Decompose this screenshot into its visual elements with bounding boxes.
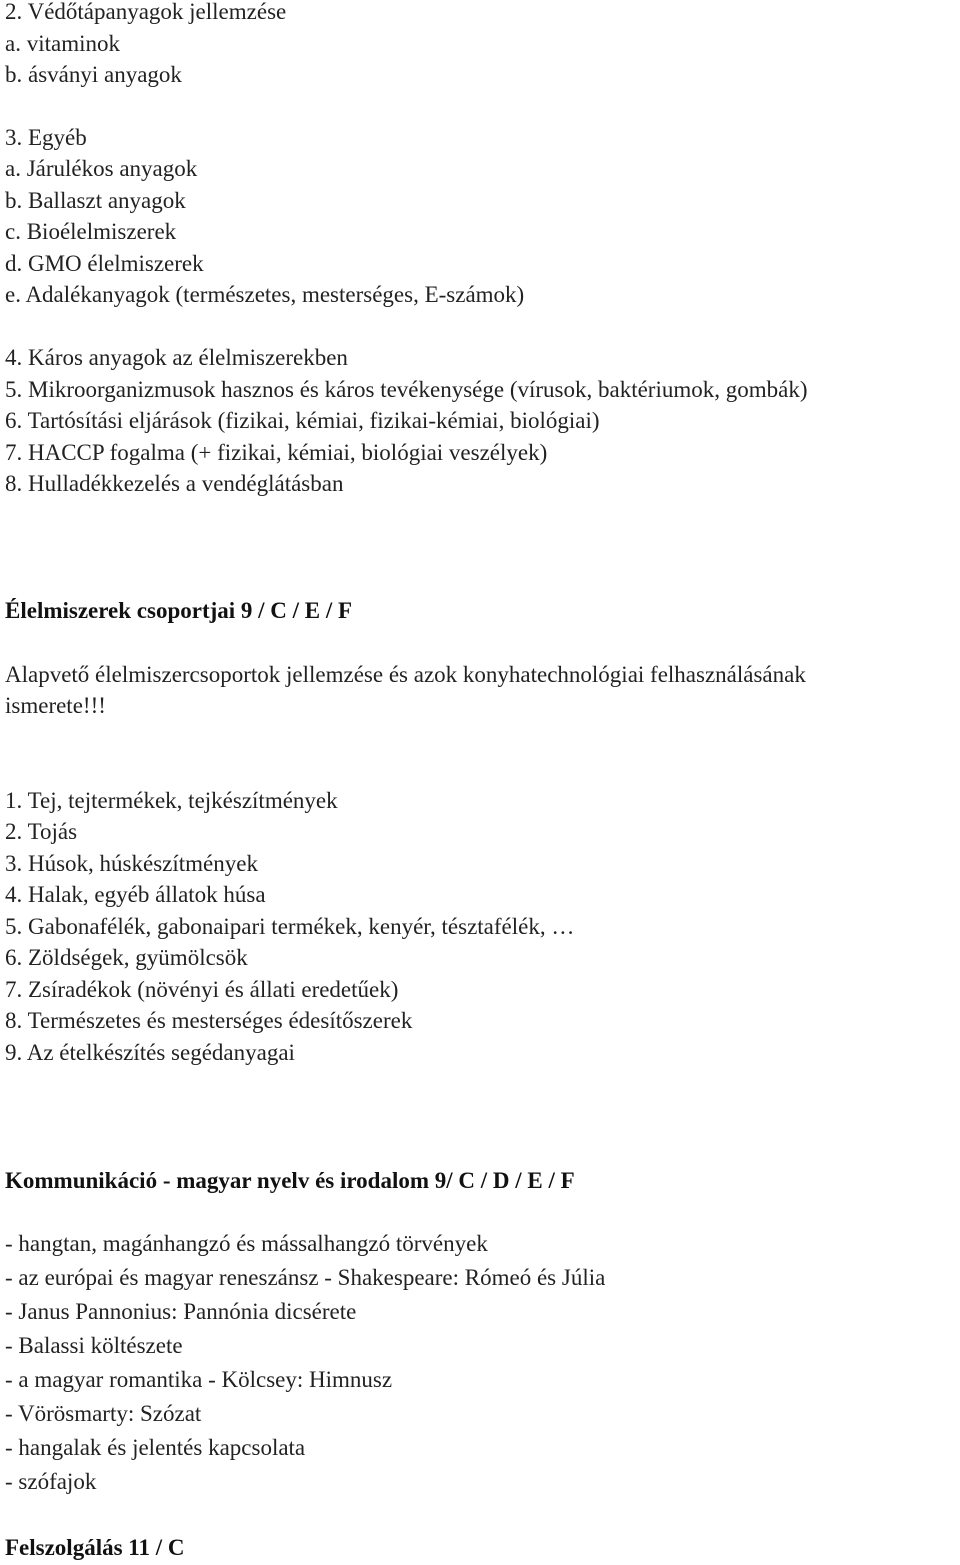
line-a8: e. Adalékanyagok (természetes, mesterséges, E-számok) [5, 282, 525, 307]
line-c3: - Balassi költészete [5, 1333, 183, 1358]
line-b4: 5. Gabonafélék, gabonaipari termékek, kenyér, tésztafélék, … [5, 914, 575, 939]
intro-line-2: ismerete!!! [5, 693, 106, 718]
heading-communication: Kommunikáció - magyar nyelv és irodalom 9/ C / D / E / F [5, 1168, 575, 1193]
line-c1: - az európai és magyar reneszánsz - Shakespeare: Rómeó és Júlia [5, 1265, 606, 1290]
line-c0: - hangtan, magánhangzó és mássalhangzó törvények [5, 1231, 488, 1256]
line-c4: - a magyar romantika - Kölcsey: Himnusz [5, 1367, 393, 1392]
line-a6: c. Bioélelmiszerek [5, 219, 177, 244]
line-a13: 8. Hulladékkezelés a vendéglátásban [5, 471, 344, 496]
line-a10: 5. Mikroorganizmusok hasznos és káros tevékenysége (vírusok, baktériumok, gombák) [5, 377, 808, 402]
heading-food-groups: Élelmiszerek csoportjai 9 / C / E / F [5, 598, 353, 623]
line-b7: 8. Természetes és mesterséges édesítőszerek [5, 1008, 413, 1033]
line-b5: 6. Zöldségek, gyümölcsök [5, 945, 248, 970]
line-c5: - Vörösmarty: Szózat [5, 1401, 202, 1426]
line-a0: 2. Védőtápanyagok jellemzése [5, 0, 287, 24]
intro-line-1: Alapvető élelmiszercsoportok jellemzése és azok konyhatechnológiai felhasználásának [5, 662, 806, 687]
line-a5: b. Ballaszt anyagok [5, 188, 186, 213]
line-a4: a. Járulékos anyagok [5, 156, 198, 181]
line-b1: 2. Tojás [5, 819, 78, 844]
line-a9: 4. Káros anyagok az élelmiszerekben [5, 345, 348, 370]
heading-serving: Felszolgálás 11 / C [5, 1535, 185, 1560]
line-c7: - szófajok [5, 1469, 97, 1494]
line-a12: 7. HACCP fogalma (+ fizikai, kémiai, biológiai veszélyek) [5, 440, 548, 465]
line-b6: 7. Zsíradékok (növényi és állati eredetűek) [5, 977, 399, 1002]
line-b3: 4. Halak, egyéb állatok húsa [5, 882, 266, 907]
line-a2: b. ásványi anyagok [5, 62, 182, 87]
line-a3: 3. Egyéb [5, 125, 87, 150]
line-c6: - hangalak és jelentés kapcsolata [5, 1435, 306, 1460]
line-a11: 6. Tartósítási eljárások (fizikai, kémiai, fizikai-kémiai, biológiai) [5, 408, 600, 433]
line-c2: - Janus Pannonius: Pannónia dicsérete [5, 1299, 357, 1324]
line-a7: d. GMO élelmiszerek [5, 251, 204, 276]
line-b0: 1. Tej, tejtermékek, tejkészítmények [5, 788, 338, 813]
line-b8: 9. Az ételkészítés segédanyagai [5, 1040, 295, 1065]
line-a1: a. vitaminok [5, 31, 120, 56]
line-b2: 3. Húsok, húskészítmények [5, 851, 258, 876]
